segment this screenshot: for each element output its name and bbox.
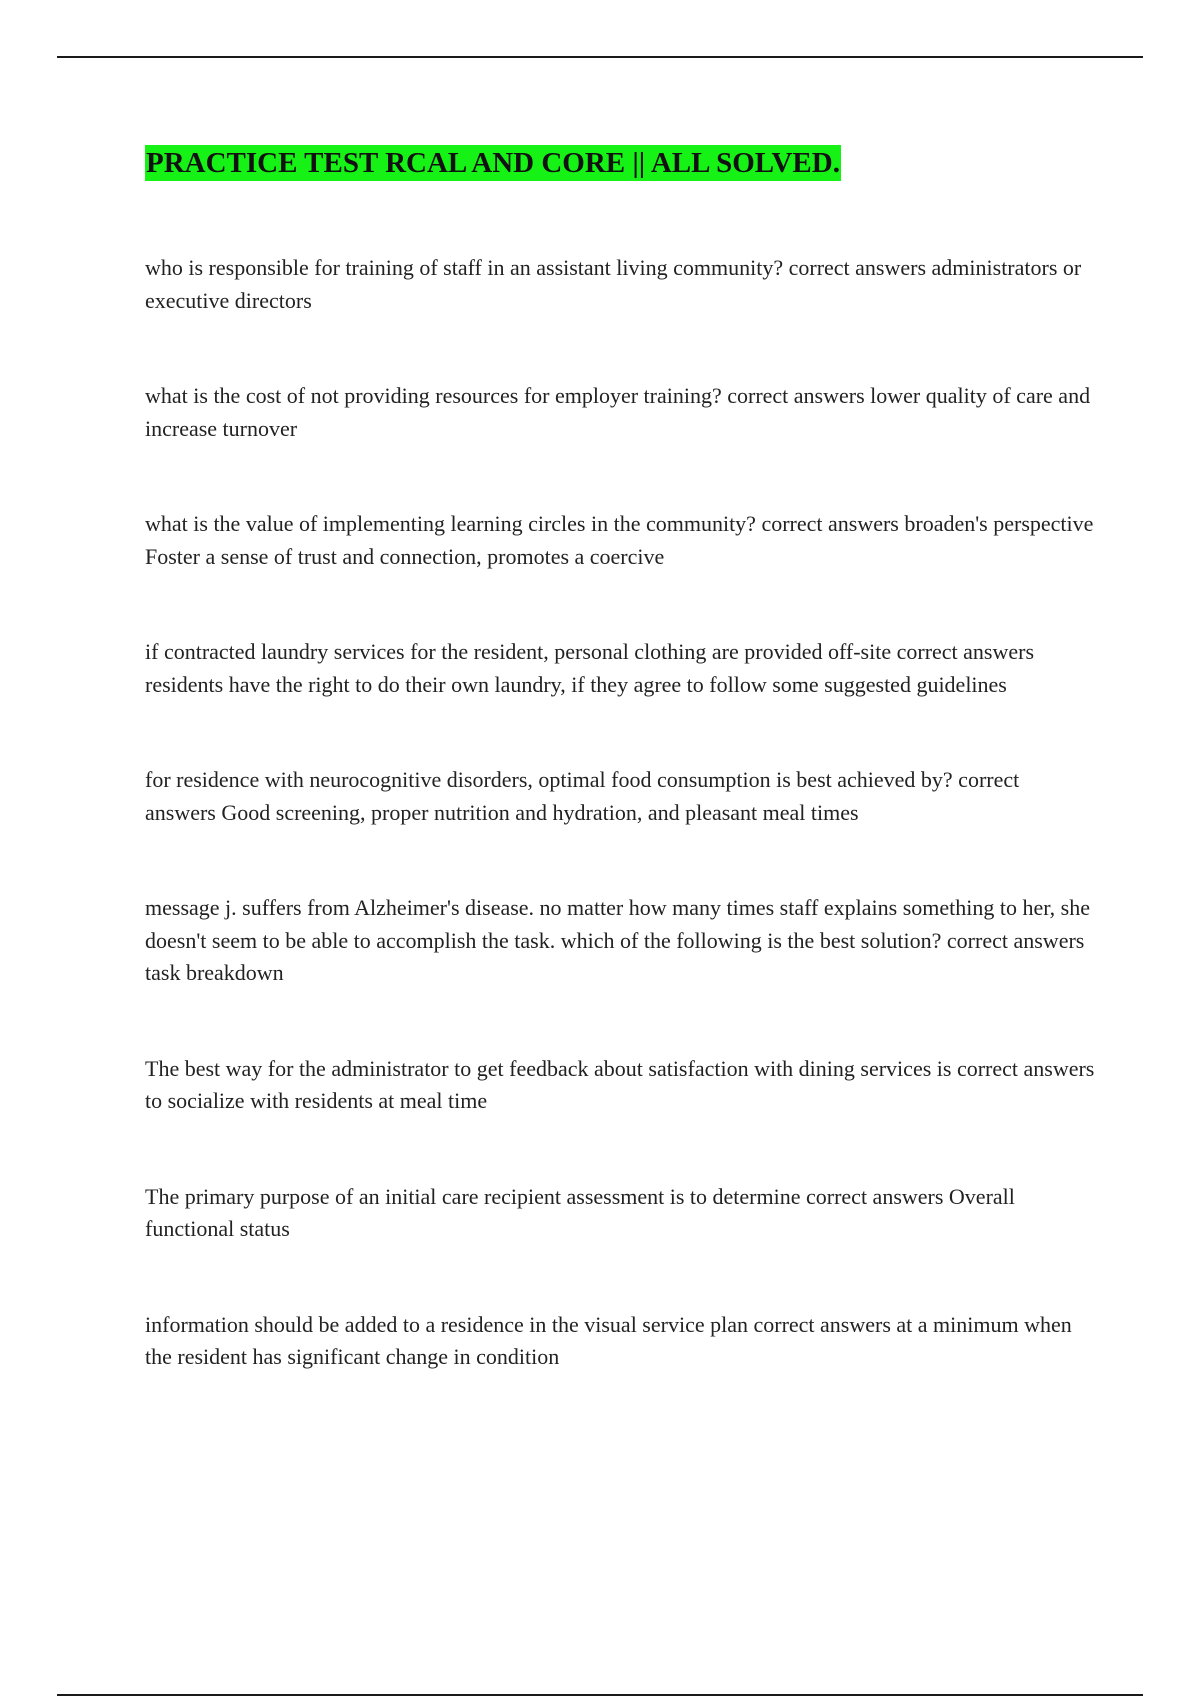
qa-item: The best way for the administrator to get feedback about satisfaction with dining services is correct answers to socialize with residents at meal time: [145, 1055, 1095, 1113]
qa-item: for residence with neurocognitive disorders, optimal food consumption is best achieved by? correct answers Good screening, proper nutrition and hydration, and pleasant meal times: [145, 767, 1020, 825]
top-rule: [57, 56, 1143, 58]
qa-item: information should be added to a residence in the visual service plan correct answers at a minimum when the resident has significant change in condition: [145, 1311, 1072, 1369]
qa-item: what is the value of implementing learning circles in the community? correct answers broaden's perspective Foster a sense of trust and connection, promotes a coercive: [145, 511, 1094, 569]
document-body: [145, 145, 1095, 1437]
qa-item: message j. suffers from Alzheimer's disease. no matter how many times staff explains something to her, she doesn't seem to be able to accomplish the task. which of the following is the best solution? correct answers task breakdown: [145, 895, 1091, 985]
bottom-rule: [57, 1694, 1143, 1696]
qa-item: what is the cost of not providing resources for employer training? correct answers lower quality of care and increase turnover: [145, 383, 1091, 441]
qa-item: The primary purpose of an initial care recipient assessment is to determine correct answers Overall functional status: [145, 1183, 1015, 1241]
qa-item: if contracted laundry services for the resident, personal clothing are provided off-site correct answers residents have the right to do their own laundry, if they agree to follow some suggested guidelines: [145, 639, 1035, 697]
qa-list: [145, 252, 1095, 1374]
document-title: PRACTICE TEST RCAL AND CORE || ALL SOLVED.: [146, 147, 840, 179]
qa-item: who is responsible for training of staff in an assistant living community? correct answers administrators or executive directors: [145, 255, 1082, 313]
